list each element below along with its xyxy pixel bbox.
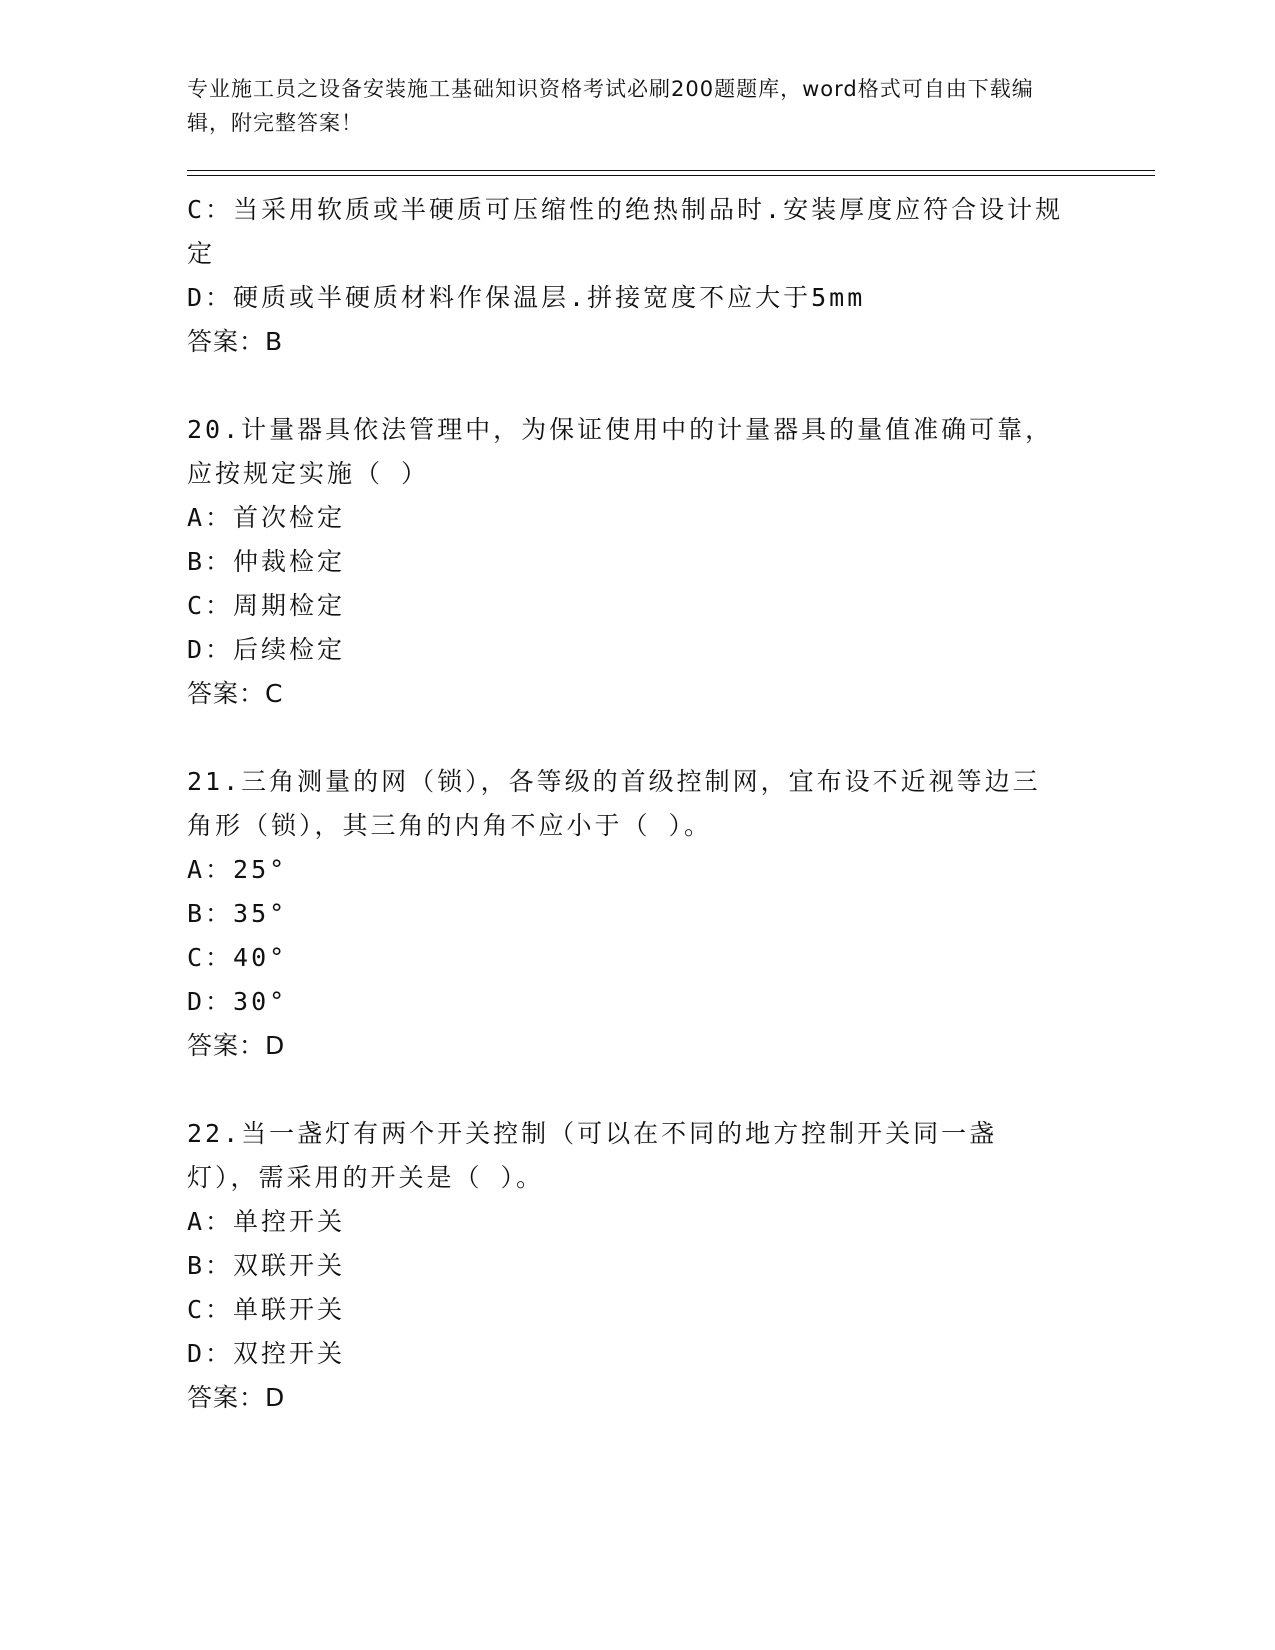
- question-stem: 20.计量器具依法管理中，为保证使用中的计量器具的量值准确可靠，应按规定实施（ ）: [187, 415, 1054, 488]
- option-c-text: C：当采用软质或半硬质可压缩性的绝热制品时.安装厚度应符合设计规定: [187, 195, 1064, 268]
- option-a-text: A：单控开关: [187, 1207, 346, 1236]
- option-d-text: D：双控开关: [187, 1339, 346, 1368]
- option-a-text: A：首次检定: [187, 503, 346, 532]
- option-b-text: B：35°: [187, 899, 288, 928]
- answer-text: 答案：D: [187, 1031, 286, 1060]
- option-c-text: C：40°: [187, 943, 288, 972]
- header-divider-bottom: [187, 175, 1155, 176]
- option-b-text: B：双联开关: [187, 1251, 346, 1280]
- option-d-text: D：后续检定: [187, 635, 346, 664]
- answer-text: 答案：C: [187, 679, 284, 708]
- question-body: [187, 188, 1067, 1420]
- header-divider-top: [187, 170, 1155, 171]
- spacer: [187, 1068, 1067, 1112]
- document-header: 专业施工员之设备安装施工基础知识资格考试必刷200题题库，word格式可自由下载编辑，附完整答案！: [187, 77, 1034, 135]
- question-block: [187, 760, 1067, 1068]
- option-c-text: C：单联开关: [187, 1295, 346, 1324]
- question-block: [187, 408, 1067, 716]
- answer-text: 答案：B: [187, 327, 284, 356]
- option-b-text: B：仲裁检定: [187, 547, 346, 576]
- question-stem: 22.当一盏灯有两个开关控制（可以在不同的地方控制开关同一盏灯），需采用的开关是（ ）。: [187, 1119, 998, 1192]
- question-block: [187, 1112, 1067, 1420]
- option-d-text: D：硬质或半硬质材料作保温层.拼接宽度不应大于5mm: [187, 283, 866, 312]
- spacer: [187, 716, 1067, 760]
- answer-text: 答案：D: [187, 1383, 286, 1412]
- question-stem: 21.三角测量的网（锁），各等级的首级控制网，宜布设不近视等边三角形（锁），其三角的内角不应小于（ ）。: [187, 767, 1041, 840]
- option-c-text: C：周期检定: [187, 591, 346, 620]
- option-d-text: D：30°: [187, 987, 288, 1016]
- option-a-text: A：25°: [187, 855, 288, 884]
- spacer: [187, 364, 1067, 408]
